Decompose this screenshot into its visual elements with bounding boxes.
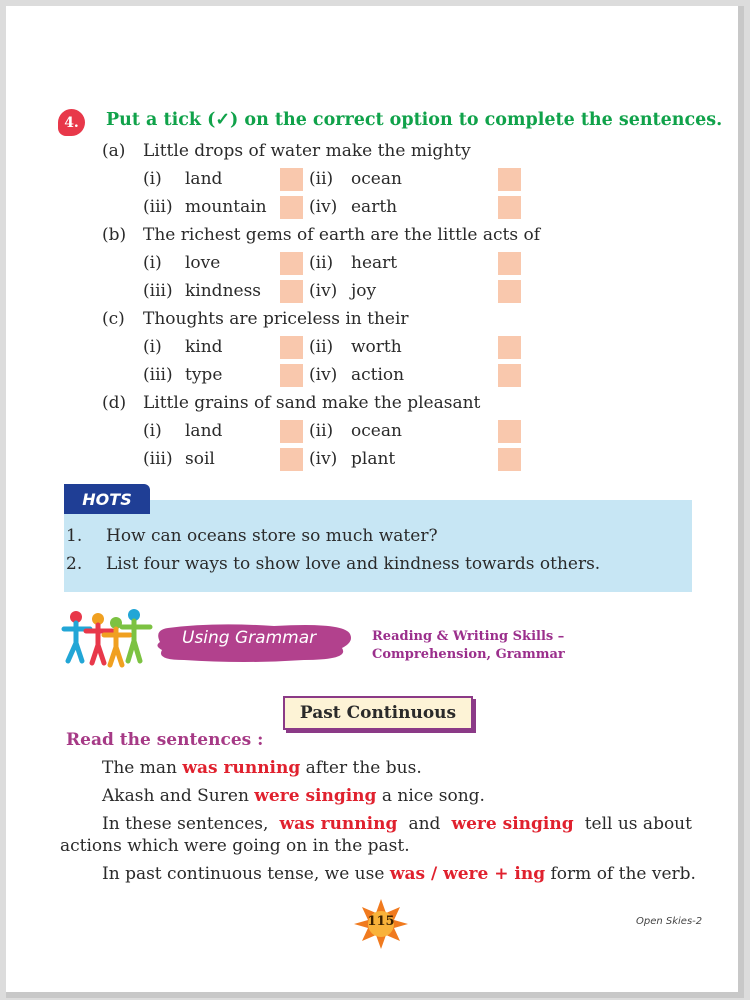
highlight: was running bbox=[279, 814, 398, 834]
using-grammar-label: Using Grammar bbox=[182, 628, 317, 648]
item-letter: (c) bbox=[102, 309, 125, 329]
tick-box[interactable] bbox=[280, 280, 303, 303]
option-text: type bbox=[185, 365, 223, 385]
option-number: (iii) bbox=[143, 365, 173, 385]
item-sentence: The richest gems of earth are the little acts of bbox=[143, 225, 540, 245]
tick-box[interactable] bbox=[498, 336, 521, 359]
tick-box[interactable] bbox=[498, 420, 521, 443]
tick-box[interactable] bbox=[280, 168, 303, 191]
option-number: (iii) bbox=[143, 281, 173, 301]
tick-box[interactable] bbox=[498, 168, 521, 191]
highlight: were singing bbox=[451, 814, 574, 834]
children-figures-icon bbox=[58, 609, 154, 669]
option-text: plant bbox=[351, 449, 396, 469]
hots-panel bbox=[64, 500, 692, 592]
topic-heading: Past Continuous bbox=[283, 696, 473, 730]
explanation-line-2: actions which were going on in the past. bbox=[60, 836, 410, 856]
option-number: (i) bbox=[143, 253, 162, 273]
option-text: heart bbox=[351, 253, 398, 273]
option-text: land bbox=[185, 169, 223, 189]
option-number: (ii) bbox=[309, 421, 334, 441]
option-number: (ii) bbox=[309, 253, 334, 273]
option-number: (i) bbox=[143, 169, 162, 189]
skills-line-2: Comprehension, Grammar bbox=[372, 647, 565, 662]
option-number: (i) bbox=[143, 337, 162, 357]
highlight: was running bbox=[182, 758, 301, 778]
hots-question-text: How can oceans store so much water? bbox=[106, 526, 438, 546]
hots-label: HOTS bbox=[64, 484, 150, 514]
option-text: earth bbox=[351, 197, 398, 217]
tick-box[interactable] bbox=[280, 420, 303, 443]
item-letter: (b) bbox=[102, 225, 127, 245]
option-number: (iv) bbox=[309, 197, 338, 217]
option-text: ocean bbox=[351, 421, 402, 441]
option-number: (iii) bbox=[143, 449, 173, 469]
option-text: soil bbox=[185, 449, 215, 469]
question-number-badge: 4. bbox=[58, 109, 85, 136]
hots-question-text: List four ways to show love and kindness towards others. bbox=[106, 554, 601, 574]
option-number: (iv) bbox=[309, 281, 338, 301]
question-title: Put a tick (✓) on the correct option to complete the sentences. bbox=[106, 110, 723, 130]
option-text: worth bbox=[351, 337, 402, 357]
option-number: (ii) bbox=[309, 169, 334, 189]
tick-box[interactable] bbox=[498, 196, 521, 219]
example-sentence-1: The man was running after the bus. bbox=[102, 758, 422, 778]
tick-box[interactable] bbox=[498, 448, 521, 471]
item-letter: (d) bbox=[102, 393, 127, 413]
hots-question-number: 1. bbox=[66, 526, 83, 546]
textbook-page bbox=[6, 6, 744, 998]
option-text: action bbox=[351, 365, 405, 385]
tick-box[interactable] bbox=[280, 336, 303, 359]
option-text: land bbox=[185, 421, 223, 441]
highlight: was / were + ing bbox=[389, 864, 546, 884]
option-text: kind bbox=[185, 337, 223, 357]
item-letter: (a) bbox=[102, 141, 126, 161]
item-sentence: Thoughts are priceless in their bbox=[143, 309, 409, 329]
skills-heading bbox=[372, 628, 565, 664]
option-text: kindness bbox=[185, 281, 262, 301]
item-sentence: Little drops of water make the mighty bbox=[143, 141, 471, 161]
option-text: mountain bbox=[185, 197, 267, 217]
option-number: (i) bbox=[143, 421, 162, 441]
option-number: (ii) bbox=[309, 337, 334, 357]
skills-line-1: Reading & Writing Skills – bbox=[372, 629, 565, 644]
tick-box[interactable] bbox=[280, 252, 303, 275]
hots-question-number: 2. bbox=[66, 554, 83, 574]
tick-box[interactable] bbox=[498, 252, 521, 275]
tick-box[interactable] bbox=[280, 196, 303, 219]
read-sentences-heading: Read the sentences : bbox=[66, 730, 264, 750]
example-sentence-2: Akash and Suren were singing a nice song. bbox=[102, 786, 485, 806]
tick-box[interactable] bbox=[498, 364, 521, 387]
highlight: were singing bbox=[254, 786, 377, 806]
option-number: (iv) bbox=[309, 449, 338, 469]
option-number: (iv) bbox=[309, 365, 338, 385]
item-sentence: Little grains of sand make the pleasant bbox=[143, 393, 481, 413]
rule-sentence: In past continuous tense, we use was / were + ing form of the verb. bbox=[102, 864, 696, 884]
option-number: (iii) bbox=[143, 197, 173, 217]
book-title: Open Skies-2 bbox=[636, 916, 703, 927]
tick-box[interactable] bbox=[280, 448, 303, 471]
option-text: love bbox=[185, 253, 221, 273]
explanation-line-1: In these sentences, was running and were singing tell us about bbox=[102, 814, 692, 834]
option-text: ocean bbox=[351, 169, 402, 189]
option-text: joy bbox=[351, 281, 377, 301]
tick-box[interactable] bbox=[498, 280, 521, 303]
page-number: 115 bbox=[367, 914, 395, 929]
tick-box[interactable] bbox=[280, 364, 303, 387]
